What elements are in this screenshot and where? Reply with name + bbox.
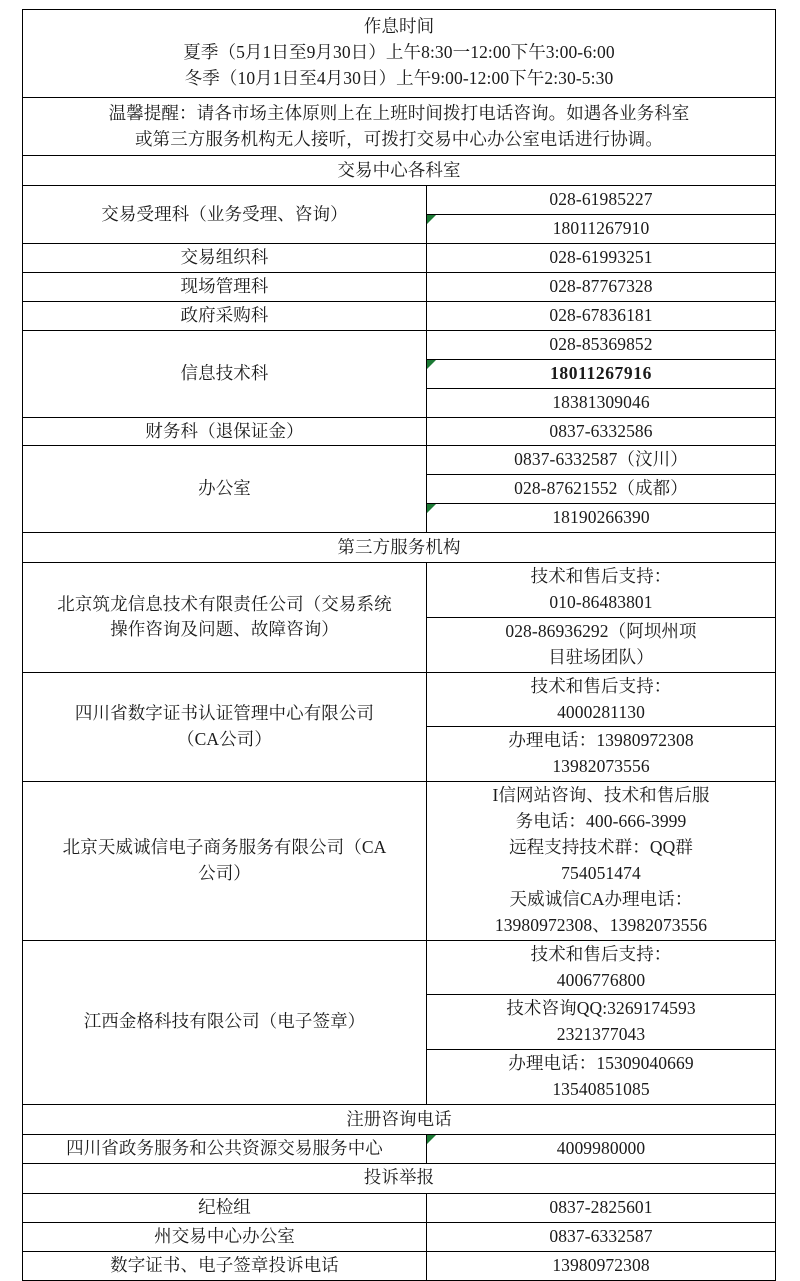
table-row: [23, 1134, 776, 1163]
registration-name: 四川省政务服务和公共资源交易服务中心: [66, 1137, 383, 1158]
contact-line: 技术咨询QQ:3269174593: [506, 998, 696, 1019]
table-row: [23, 1193, 776, 1222]
phone-number: 0837-6332587（汶川）: [514, 449, 688, 470]
contact-line: 2321377043: [556, 1024, 646, 1045]
table-row: [23, 186, 776, 215]
contact-line: 4000281130: [557, 701, 645, 722]
phone-number: 028-61985227: [549, 189, 653, 210]
vendor-name-cell: [23, 940, 427, 1104]
department-name: 政府采购科: [180, 305, 269, 326]
phone-number: 18011267910: [552, 218, 650, 239]
table-row: [23, 563, 776, 618]
table-row: [23, 1251, 776, 1280]
third-party-banner-row: [23, 533, 776, 563]
department-name-cell: [23, 417, 427, 446]
vendor-contact-cell: [427, 940, 776, 995]
table-row: [23, 940, 776, 995]
contact-line: 办理电话：15309040669: [508, 1053, 694, 1074]
contact-line: 4006776800: [556, 969, 646, 990]
contact-line: 务电话：400-666-3999: [515, 811, 687, 832]
contact-line: 技术和售后支持：: [530, 675, 672, 696]
complaint-name: 数字证书、电子签章投诉电话: [110, 1254, 339, 1275]
registration-banner-cell: [23, 1104, 776, 1134]
complaint-phone-cell: [427, 1251, 776, 1280]
phone-number: 18190266390: [552, 507, 650, 528]
vendor-name-line: 江西金格科技有限公司（电子签章）: [83, 1011, 366, 1032]
phone-number: 18011267916: [550, 362, 652, 383]
vendor-contact-cell: [427, 727, 776, 782]
registration-banner-label: 注册咨询电话: [346, 1108, 452, 1129]
vendor-name-line: 四川省数字证书认证管理中心有限公司: [74, 703, 375, 724]
complaint-name-cell: [23, 1222, 427, 1251]
table-body: [23, 10, 776, 1281]
department-name: 办公室: [198, 478, 251, 499]
contact-line: 13980972308、13982073556: [494, 914, 708, 935]
contact-line: 目驻场团队）: [548, 646, 654, 667]
table-row: [23, 417, 776, 446]
vendor-contact-cell: [427, 617, 776, 672]
table-row: [23, 1222, 776, 1251]
department-name: 现场管理科: [180, 276, 269, 297]
vendor-name-line: 北京筑龙信息技术有限责任公司（交易系统: [57, 593, 392, 614]
phone-number: 0837-6332587: [549, 1225, 653, 1246]
complaint-banner-label: 投诉举报: [363, 1167, 435, 1188]
contact-line: 028-86936292（阿坝州项: [505, 620, 697, 641]
department-phone-cell: [427, 215, 776, 244]
department-phone-cell: [427, 388, 776, 417]
contact-line: 754051474: [561, 862, 641, 883]
contact-line: 技术和售后支持：: [530, 566, 672, 587]
department-phone-cell: [427, 244, 776, 273]
department-phone-cell: [427, 302, 776, 331]
department-phone-cell: [427, 359, 776, 388]
notice-row: [23, 97, 776, 156]
phone-number: 18381309046: [552, 391, 650, 412]
notice-cell: [23, 97, 776, 156]
registration-name-cell: [23, 1134, 427, 1163]
department-name-cell: [23, 186, 427, 244]
complaint-banner-cell: [23, 1163, 776, 1193]
contact-line: I信网站咨询、技术和售后服: [492, 785, 710, 806]
complaint-phone-cell: [427, 1222, 776, 1251]
phone-number: 028-87767328: [549, 276, 653, 297]
table-row: [23, 330, 776, 359]
notice-line-1: 温馨提醒：请各市场主体原则上在上班时间拨打电话咨询。如遇各业务科室: [108, 102, 690, 123]
department-name-cell: [23, 330, 427, 417]
table-row: [23, 446, 776, 475]
contact-line: 办理电话：13980972308: [508, 730, 694, 751]
complaint-name-cell: [23, 1193, 427, 1222]
vendor-contact-cell: [427, 995, 776, 1050]
table-row: [23, 672, 776, 727]
contact-line: 13982073556: [552, 756, 650, 777]
table-row: [23, 782, 776, 940]
third-party-banner-label: 第三方服务机构: [337, 536, 461, 557]
phone-number: 028-61993251: [549, 247, 653, 268]
vendor-name-line: 北京天威诚信电子商务服务有限公司（CA: [62, 837, 387, 858]
third-party-banner-cell: [23, 533, 776, 563]
department-phone-cell: [427, 504, 776, 533]
vendor-name-cell: [23, 782, 427, 940]
schedule-winter: 冬季（10月1日至4月30日）上午9:00-12:00下午2:30-5:30: [184, 67, 614, 88]
vendor-name-line: （CA公司）: [177, 728, 272, 749]
registration-phone-cell: [427, 1134, 776, 1163]
table-row: [23, 273, 776, 302]
phone-number: 13980972308: [552, 1254, 650, 1275]
department-name: 信息技术科: [180, 362, 269, 383]
schedule-heading: 作息时间: [363, 16, 435, 36]
phone-number: 028-87621552（成都）: [514, 478, 688, 499]
vendor-contact-cell: [427, 563, 776, 618]
notice-line-2: 或第三方服务机构无人接听，可拨打交易中心办公室电话进行协调。: [135, 128, 663, 149]
phone-number: 0837-2825601: [549, 1196, 653, 1217]
contact-line: 技术和售后支持：: [530, 943, 672, 964]
contact-info-table: [22, 9, 776, 1281]
phone-number: 028-85369852: [549, 333, 653, 354]
vendor-name-line: 公司）: [198, 862, 251, 883]
department-name: 交易组织科: [180, 247, 269, 268]
department-phone-cell: [427, 417, 776, 446]
vendor-name-line: 操作咨询及问题、故障咨询）: [110, 619, 339, 640]
phone-number: 0837-6332586: [549, 420, 653, 441]
schedule-summer: 夏季（5月1日至9月30日）上午8:30一12:00下午3:00-6:00: [183, 41, 615, 62]
phone-number: 4009980000: [556, 1137, 646, 1158]
department-phone-cell: [427, 446, 776, 475]
complaint-phone-cell: [427, 1193, 776, 1222]
schedule-cell: [23, 10, 776, 98]
table-row: [23, 302, 776, 331]
schedule-row: [23, 10, 776, 98]
department-phone-cell: [427, 330, 776, 359]
department-name-cell: [23, 302, 427, 331]
vendor-name-cell: [23, 563, 427, 673]
vendor-contact-cell: [427, 782, 776, 940]
department-name: 交易受理科（业务受理、咨询）: [101, 203, 348, 224]
vendor-contact-cell: [427, 1050, 776, 1105]
department-phone-cell: [427, 273, 776, 302]
departments-banner-cell: [23, 156, 776, 186]
complaint-name: 纪检组: [198, 1196, 251, 1217]
contact-line: 天威诚信CA办理电话：: [509, 888, 693, 909]
phone-number: 028-67836181: [549, 305, 653, 326]
departments-banner-row: [23, 156, 776, 186]
vendor-name-cell: [23, 672, 427, 782]
department-phone-cell: [427, 186, 776, 215]
table-row: [23, 244, 776, 273]
department-name-cell: [23, 446, 427, 533]
complaint-name-cell: [23, 1251, 427, 1280]
complaint-name: 州交易中心办公室: [154, 1225, 295, 1246]
department-name-cell: [23, 244, 427, 273]
complaint-banner-row: [23, 1163, 776, 1193]
vendor-contact-cell: [427, 672, 776, 727]
departments-banner-label: 交易中心各科室: [337, 160, 461, 180]
contact-line: 远程支持技术群：QQ群: [509, 837, 693, 858]
contact-line: 010-86483801: [549, 592, 653, 613]
department-name-cell: [23, 273, 427, 302]
department-phone-cell: [427, 475, 776, 504]
contact-line: 13540851085: [552, 1079, 650, 1100]
registration-banner-row: [23, 1104, 776, 1134]
department-name: 财务科（退保证金）: [145, 420, 304, 441]
